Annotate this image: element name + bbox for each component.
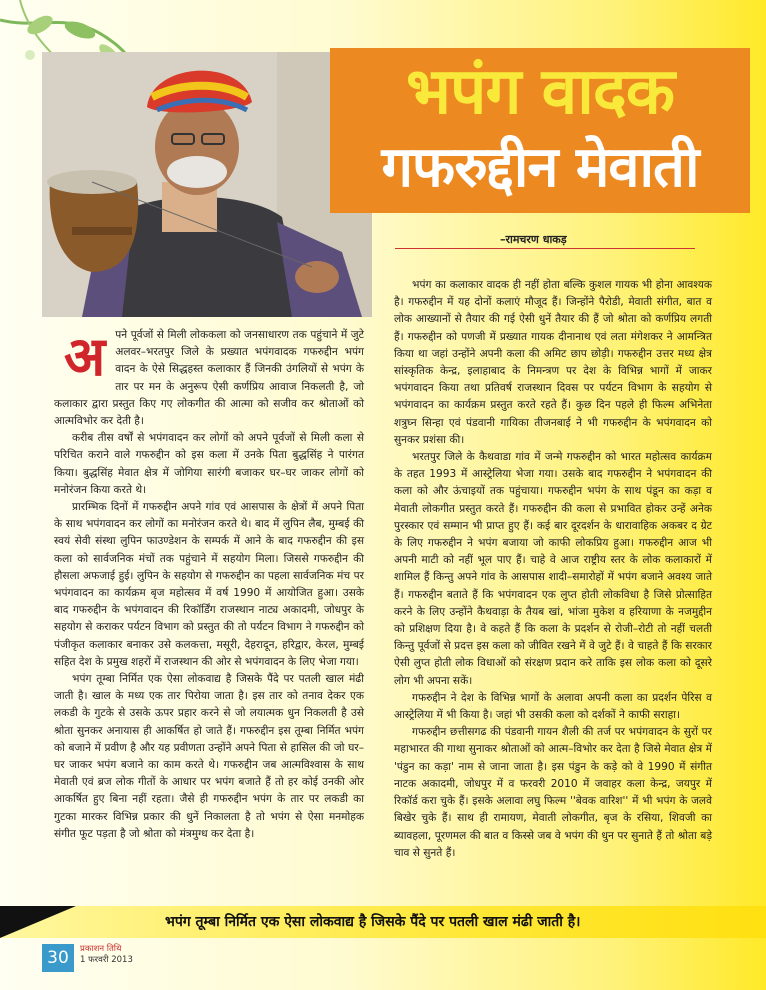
paragraph: गफरुद्दीन ने देश के विभिन्न भागों के अलावा अपनी कला का प्रदर्शन पेरिस व आस्ट्रेलिया में भी किया है। जहां भी उसकी कला को दर्शकों ने काफी सराहा। [394, 691, 712, 722]
article-subtitle: गफरुद्दीन मेवाती [381, 135, 699, 200]
author-divider [395, 248, 695, 249]
paragraph: गफरुद्दीन छत्तीसगढ की पंडवानी गायन शैली की तर्ज पर भपंगवादन के सुरों पर महाभारत की गाथा सुनाकर श्रोताओं को आत्म–विभोर कर देता है जिसे मेवात क्षेत्र में 'पंडुन का कड़ा' नाम से जाना जाता है। इस पंडुन के कड़े को वे 1990 में संगीत नाटक अकादमी, जोधपुर में व फरवरी 2010 में जवाहर कला केन्द्र, जयपुर में रिकॉर्ड करा चुके हैं। इसके अलावा लघु फिल्म ''बेवक वारिश'' में भी भपंग के जलवे बिखेर चुके हैं। साथ ही रामायण, मेवाती लोकगीत, बृज के रसिया, शिवजी का ब्यावहला, पूरणमल की बात व किस्से जब वे भपंग की धुन पर सुनाते हैं तो श्रोता बड़े चाव से सुनते हैं। [394, 726, 712, 859]
article-title: भपंग वादक [406, 55, 674, 129]
page-number: 30 [42, 944, 74, 972]
pull-quote-accent [0, 906, 76, 938]
paragraph: भरतपुर जिले के कैथवाडा गांव में जन्मे गफरुद्दीन को भारत महोत्सव कार्यक्रम के तहत 1993 में आस्ट्रेलिया भेजा गया। उसके बाद गफरुद्दीन ने भपंगवादन की कला को और ऊंचाइयों तक पहुंचाया। गफरुद्दीन भपंग के साथ पंडून का कड़ा व मेवाती लोकगीत प्रस्तुत करते हैं। गफरुद्दीन की कला से प्रभावित होकर उन्हें अनेक पुरस्कार एवं सम्मान भी प्राप्त हुए हैं। कई बार दूरदर्शन के धारावाहिक अकबर द ग्रेट के लिए गफरुद्दीन ने भपंग बजाया जो काफी लोकप्रिय हुआ। गफरुद्दीन आज भी अपनी माटी को नहीं भूल पाए हैं। चाहे वे आज राष्ट्रीय स्तर के लोक कलाकारों में शामिल हैं किन्तु अपने गांव के आसपास शादी–समारोहों में भपंग बजाने अवश्य जाते हैं। गफरुद्दीन बताते हैं कि भपंगवादन एक लुप्त होती लोकविधा है जिसे प्रोत्साहित करने के लिए उन्होंने कैथवाड़ा के तैयब खां, भांजा मुकेश व हरियाणा के नजमुद्दीन को प्रशिक्षण दिया है। वे कहते हैं कि कला के प्रदर्शन से रोजी–रोटी तो नहीं चलती किन्तु पूर्वजों से प्रदत्त इस कला को जीवित रखने में वे जुटे हैं। वे चाहते हैं कि सरकार ऐसी लुप्त होती लोक विधाओं को संरक्षण प्रदान करे ताकि इस लोक कला को दूसरे लोग भी अपना सकें। [394, 451, 712, 687]
musician-photo [42, 52, 372, 317]
pull-quote: भपंग तूम्बा निर्मित एक ऐसा लोकवाद्य है जिसके पैंदे पर पतली खाल मंढी जाती है। [165, 914, 581, 930]
author-byline: –रामचरण धाकड़ [500, 233, 567, 246]
publication-date: 1 फरवरी 2013 [80, 955, 133, 965]
paragraph: अपने पूर्वजों से मिली लोककला को जनसाधारण तक पहुंचाने में जुटे अलवर–भरतपुर जिले के प्रख्यात भपंगवादक गफरुद्दीन भपंग वादन के ऐसे सिद्धहस्त कलाकार हैं जिनकी उंगलियों से भपंग के तार पर मन के अनुरूप ऐसी कर्णप्रिय आवाज निकलती है, जो कलाकार द्वारा प्रस्तुत किए गए लोकगीत की आत्मा को सजीव कर श्रोताओं को आत्मविभोर कर देती है। [54, 325, 364, 428]
dropcap: अ [64, 325, 106, 388]
right-column [394, 277, 712, 862]
publication-info [80, 944, 133, 966]
publication-label: प्रकाशन तिथि [80, 944, 122, 954]
paragraph: भपंग का कलाकार वादक ही नहीं होता बल्कि कुशल गायक भी होना आवश्यक है। गफरुद्दीन में यह दोनों कलाएं मौजूद हैं। जिन्होंने पैरोडी, मेवाती संगीत, बात व लोक आख्यानों से तैयार की गई ऐसी धुनें तैयार की हैं जो श्रोता को कर्णप्रिय लगती हैं। गफरुद्दीन को पणजी में प्रख्यात गायक दीनानाथ एवं लता मंगेशकर ने आमन्त्रित किया था जहां उन्होंने अपनी कला की अमिट छाप छोड़ी। गफरुद्दीन उत्तर मध्य क्षेत्र सांस्कृतिक केन्द्र, इलाहाबाद के निमन्त्रण पर देश के विभिन्न भागों में जाकर भपंगवादन किया तथा प्रतिवर्ष राजस्थान दिवस पर पर्यटन विभाग के सहयोग से भपंगवादन का कार्यक्रम प्रस्तुत करते रहते हैं। कुछ दिन पहले ही फिल्म अभिनेता शत्रुघ्न सिन्हा एवं पंडवानी गायिका तीजनबाई ने भी गफरुद्दीन के भपंगवादन को सुनकर प्रशंसा की। [394, 279, 712, 446]
paragraph: भपंग तूम्बा निर्मित एक ऐसा लोकवाद्य है जिसके पैंदे पर पतली खाल मंढी जाती है। खाल के मध्य एक तार पिरोया जाता है। इस तार को तनाव देकर एक लकडी के गुटके से उसके ऊपर प्रहार करने से जो लयात्मक धुन निकलती है उसे श्रोता सुनकर अनायास ही आकर्षित हो जाते हैं। गफरुद्दीन इस तूम्बा निर्मित भपंग को बजाने में प्रवीण है और यह प्रवीणता उन्होंने अपने पिता से हासिल की जो घर–घर जाकर भपंग बजाने का काम करते थे। गफरुद्दीन जब आत्मविश्वास के साथ मेवाती एवं ब्रज लोक गीतों के आधार पर भपंग बजाते हैं तो हर कोई उनकी ओर आकर्षित हुए बिना नहीं रहता। जैसे ही गफरुद्दीन भपंग के तार पर लकडी का गुटका मारकर विभिन्न प्रकार की धुनें निकालता है तो भपंग से ऐसा मनमोहक संगीत फूट पड़ता है जो श्रोता को मंत्रमुग्ध कर देता है। [54, 673, 364, 840]
paragraph: प्रारम्भिक दिनों में गफरुद्दीन अपने गांव एवं आसपास के क्षेत्रों में अपने पिता के साथ भपंगवादन कर लोगों का मनोरंजन करते थे। बाद में लुपिन लैब, मुम्बई की स्वयं सेवी संस्था लुपिन फाउण्डेशन के सम्पर्क में आने के बाद गफरुद्दीन की इस कला को सार्वजनिक मंचों तक पहुंचाने में सहयोग मिला। जिससे गफरुद्दीन की हौसला अफजाई हुई। लुपिन के सहयोग से गफरुद्दीन का पहला सार्वजनिक मंच पर भपंगवादन का कार्यक्रम बृज महोत्सव में वर्ष 1990 में आयोजित हुआ। उसके बाद गफरुद्दीन के भपंगवादन की रिकॉर्डिंग राजस्थान नाट्य अकादमी, जोधपुर के सहयोग से कराकर पर्यटन विभाग को प्रस्तुत की तो पर्यटन विभाग ने गफरुद्दीन को पंजीकृत कलाकार बनाकर उसे कलकत्ता, मसूरी, देहरादून, हरिद्वार, केरल, मुम्बई सहित देश के प्रमुख शहरों में राजस्थान की ओर से भपंगवादन के लिए भेजा गया। [54, 501, 364, 668]
left-column [54, 327, 364, 843]
paragraph: करीब तीस वर्षों से भपंगवादन कर लोगों को अपने पूर्वजों से मिली कला से परिचित कराने वाले गफरुद्दीन को इस कला में उनके पिता बुद्धसिंह ने पारंगत किया। बुद्धसिंह मेवात क्षेत्र में जोगिया सारंगी बजाकर घर–घर जाकर लोगों को मनोरंजन किया करते थे। [54, 432, 364, 496]
title-box [330, 48, 750, 213]
